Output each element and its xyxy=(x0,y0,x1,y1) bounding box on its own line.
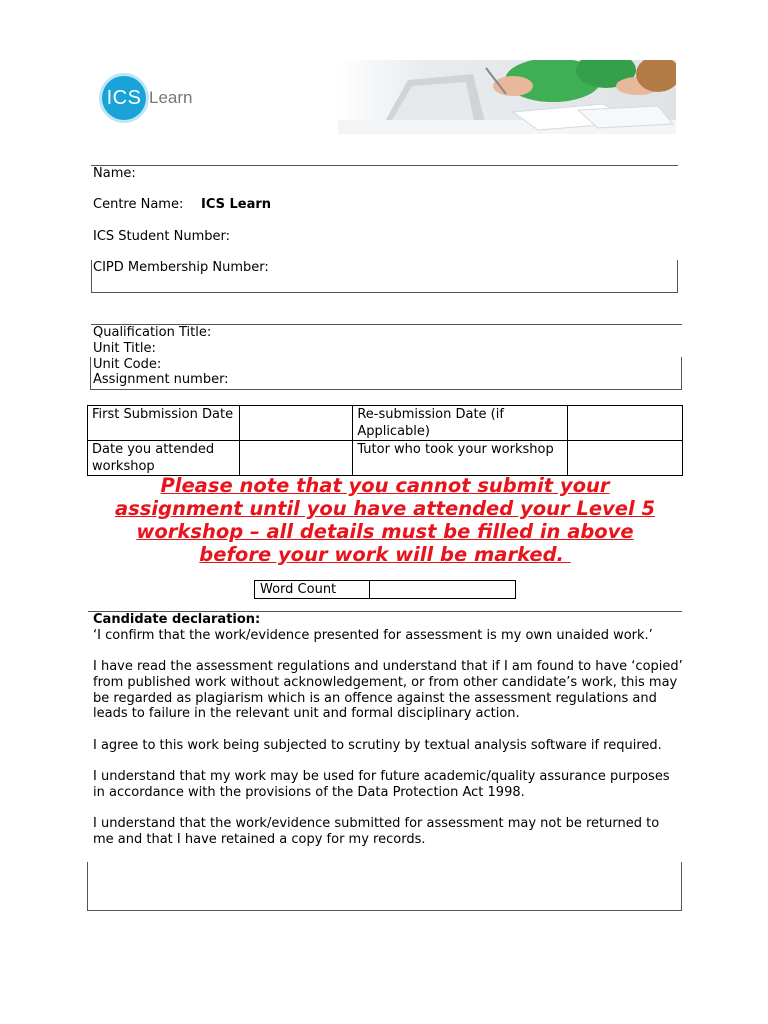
tutor-field[interactable] xyxy=(568,441,683,476)
declaration-left-border xyxy=(87,862,88,910)
declaration-bottom-rule xyxy=(87,910,682,911)
section1-bottom-rule xyxy=(91,292,678,293)
tutor-label: Tutor who took your workshop xyxy=(353,441,568,476)
declaration-paragraph: I have read the assessment regulations and understand that if I am found to have ‘copied’ from published work without acknowledgement, or from other candidate’s work, this may be regarded as plagiarism which is an offence against the assessment regulations and leads to failure in the relevant unit and formal disciplinary action. xyxy=(93,659,683,722)
name-label: Name: xyxy=(93,166,136,181)
table-row xyxy=(88,406,683,441)
cipd-membership-label: CIPD Membership Number: xyxy=(93,260,269,275)
logo-learn-text: Learn xyxy=(149,88,193,107)
section2-bottom-rule xyxy=(90,389,682,390)
resubmission-field[interactable] xyxy=(568,406,683,441)
logo-ics-text: ICS xyxy=(106,87,142,109)
header-banner xyxy=(88,60,676,134)
first-submission-label: First Submission Date xyxy=(88,406,240,441)
candidate-declaration xyxy=(93,612,683,863)
assignment-number-label: Assignment number: xyxy=(93,372,229,387)
centre-name-label: Centre Name: xyxy=(93,197,184,212)
submission-notice xyxy=(88,474,682,566)
declaration-title: Candidate declaration: xyxy=(93,612,261,627)
table-row xyxy=(255,581,516,599)
declaration-paragraph: ‘I confirm that the work/evidence presented for assessment is my own unaided work.’ xyxy=(93,627,653,643)
declaration-paragraph: I agree to this work being subjected to scrutiny by textual analysis software if required. xyxy=(93,737,662,753)
unit-title-label: Unit Title: xyxy=(93,341,156,356)
declaration-right-border xyxy=(681,862,682,910)
section1-right-border xyxy=(677,260,678,292)
dates-table xyxy=(87,405,683,476)
section2-left-border xyxy=(90,357,91,389)
section1-top-rule xyxy=(91,165,678,166)
notice-line-2: assignment until you have attended your Level 5 xyxy=(114,497,656,520)
section1-left-border xyxy=(91,260,92,292)
centre-name-value: ICS Learn xyxy=(201,197,272,212)
notice-line-3: workshop – all details must be filled in above xyxy=(136,520,634,543)
notice-line-4: before your work will be marked. xyxy=(199,543,571,566)
word-count-table xyxy=(254,580,516,599)
declaration-paragraph: I understand that the work/evidence submitted for assessment may not be returned to me and that I have retained a copy for my records. xyxy=(93,816,660,847)
student-photo-image xyxy=(338,60,676,134)
unit-code-label: Unit Code: xyxy=(93,357,162,372)
table-row xyxy=(88,441,683,476)
first-submission-field[interactable] xyxy=(239,406,353,441)
attended-workshop-label: Date you attended workshop xyxy=(88,441,240,476)
attended-workshop-field[interactable] xyxy=(239,441,353,476)
notice-line-1: Please note that you cannot submit your xyxy=(160,474,610,497)
qualification-title-label: Qualification Title: xyxy=(93,325,212,340)
student-number-label: ICS Student Number: xyxy=(93,229,230,244)
word-count-field[interactable] xyxy=(369,581,515,599)
section2-right-border xyxy=(681,357,682,389)
declaration-paragraph: I understand that my work may be used for future academic/quality assurance purposes in accordance with the provisions of the Data Protection Act 1998. xyxy=(93,768,670,800)
resubmission-label: Re-submission Date (if Applicable) xyxy=(353,406,568,441)
word-count-label: Word Count xyxy=(255,581,370,599)
